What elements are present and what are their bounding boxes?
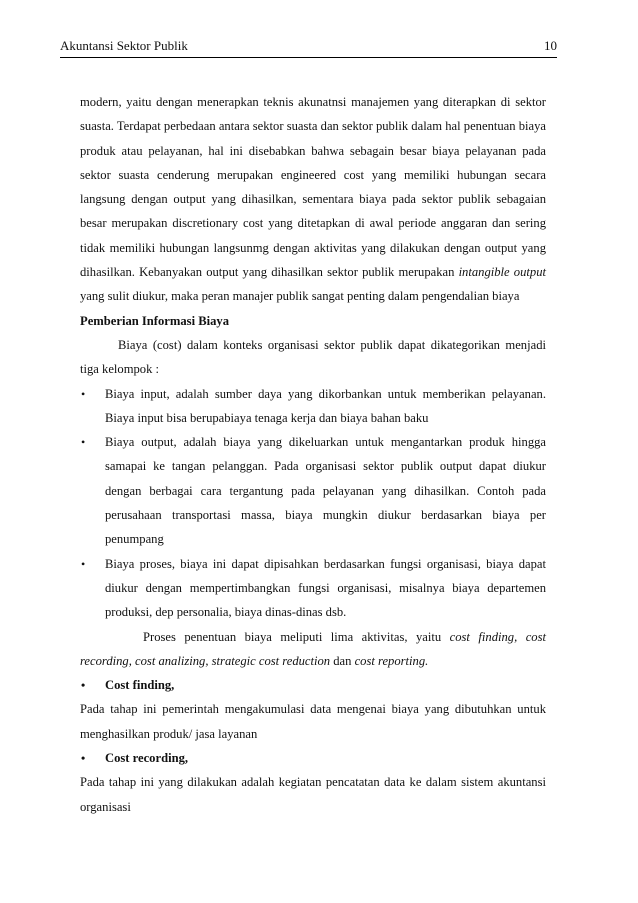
paragraph-text: modern, yaitu dengan menerapkan teknis akunatnsi manajemen yang diterapkan di sektor suasta. Terdapat perbedaan antara sektor suasta dan sektor publik dalam hal penentuan biaya produk atau pelayanan, hal ini disebabkan bahwa sebagain besar biaya pelayanan pada sektor suasta cenderung merupakan engineered cost yang memiliki hubungan secara langsung dengan output yang dihasilkan, sementara biaya pada sektor publik sebagaian besar merupakan discretionary cost yang ditetapkan di awal periode anggaran dan sering tidak memiliki hubungan langsunmg dengan aktivitas yang dilakukan dengan output yang dihasilkan. Kebanyakan output yang dihasilkan sektor publik merupakan: [80, 95, 546, 280]
page-header: [60, 38, 557, 54]
list-item-cost-recording: [80, 746, 546, 770]
paragraph-text: Proses penentuan biaya meliputi lima aktivitas, yaitu: [143, 629, 450, 644]
list-item-text: Biaya output, adalah biaya yang dikeluarkan untuk mengantarkan produk hingga samapai ke tangan pelanggan. Pada organisasi sektor publik output dapat diukur dengan berbagai cara tergantung pada pelayanan yang dihasilkan. Contoh pada perusahaan transportasi massa, biaya mungkin diukur berdasarkan biaya per penumpang: [105, 435, 546, 547]
cost-recording-text: Pada tahap ini yang dilakukan adalah kegiatan pencatatan data ke dalam sistem akuntansi organisasi: [80, 775, 546, 814]
paragraph-cost-differences: [80, 90, 546, 309]
page-number: 10: [544, 38, 557, 53]
bullet-icon: •: [81, 751, 86, 766]
paragraph-text: yang sulit diukur, maka peran manajer publik sangat penting dalam pengendalian biaya: [80, 289, 520, 304]
header-rule: [60, 57, 557, 58]
list-item-text: Biaya proses, biaya ini dapat dipisahkan berdasarkan fungsi organisasi, biaya dapat diukur dengan mempertimbangkan fungsi organisasi, misalnya biaya departemen produksi, dep personalia, biaya dinas-dinas dsb.: [105, 556, 546, 620]
header-title: Akuntansi Sektor Publik: [60, 38, 188, 53]
list-item-text: Biaya input, adalah sumber daya yang dikorbankan untuk memberikan pelayanan. Biaya input bisa berupabiaya tenaga kerja dan biaya bahan baku: [105, 386, 546, 425]
bullet-icon: •: [81, 386, 86, 401]
cost-finding-text: Pada tahap ini pemerintah mengakumulasi data mengenai biaya yang dibutuhkan untuk menghasilkan produk/ jasa layanan: [80, 702, 546, 741]
list-item: [80, 430, 546, 551]
bullet-icon: •: [81, 435, 86, 450]
list-item-cost-finding: [80, 673, 546, 697]
bullet-icon: •: [81, 556, 86, 571]
bullet-icon: •: [81, 678, 86, 693]
italic-term: cost finding, cost recording, cost analizing, strategic cost reduction: [80, 629, 547, 668]
intro-paragraph: Biaya (cost) dalam konteks organisasi sektor publik dapat dikategorikan menjadi tiga kelompok :: [80, 337, 546, 377]
paragraph-text: dan: [330, 653, 355, 668]
italic-term: cost reporting.: [354, 653, 429, 668]
list-item-label: Cost finding,: [105, 678, 175, 693]
list-item: [80, 552, 546, 673]
body-content: [80, 90, 546, 819]
process-paragraph: [80, 625, 546, 674]
list-item-label: Cost recording,: [105, 751, 189, 766]
italic-term: intangible output: [458, 265, 546, 280]
list-item: [80, 382, 546, 431]
section-heading: Pemberian Informasi Biaya: [80, 313, 230, 328]
